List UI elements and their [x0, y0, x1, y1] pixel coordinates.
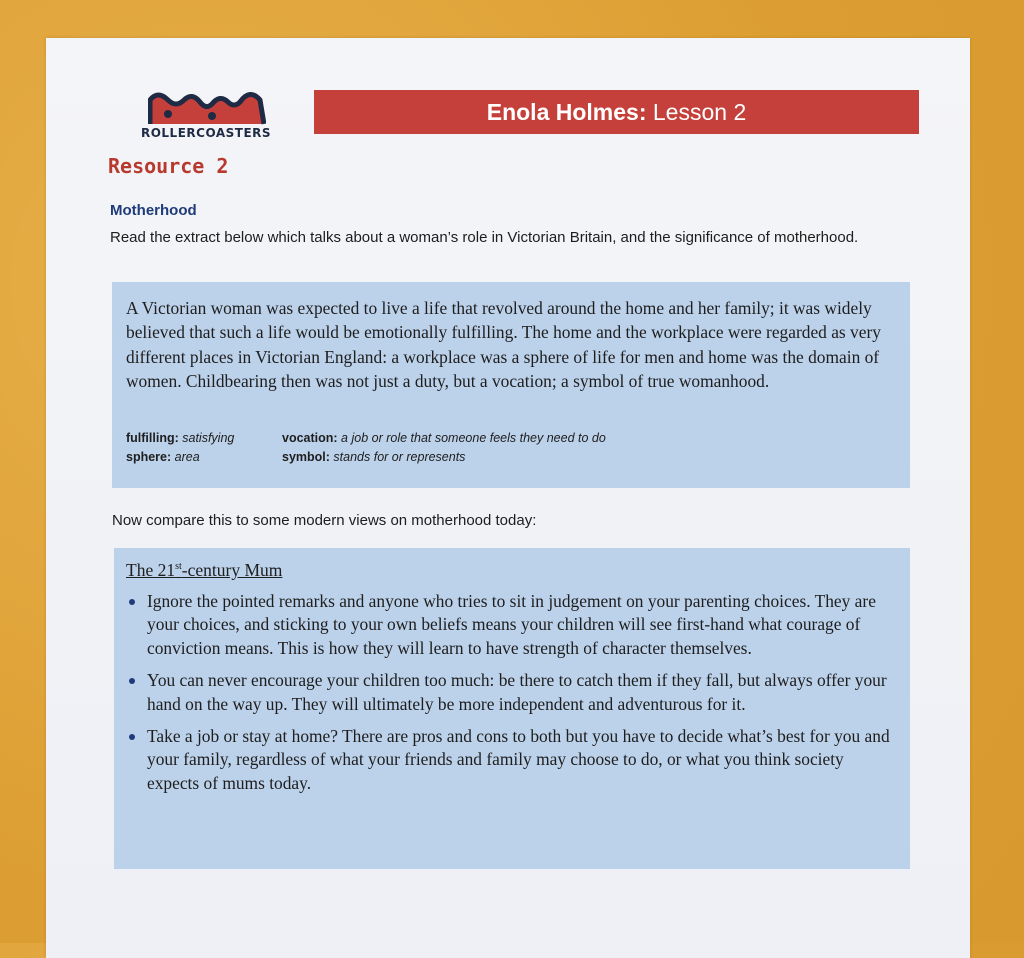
worksheet-page: [46, 38, 970, 958]
bullet-icon: [129, 678, 135, 684]
extract-text: A Victorian woman was expected to live a life that revolved around the home and her family; it was widely believed that such a life would be emotionally fulfilling. The home and the workplace were regarded as very different places in Victorian England: a workplace was a sphere of life for men and home was the domain of women. Childbearing then was not just a duty, but a vocation; a symbol of true womanhood.: [126, 298, 881, 392]
glossary-item: vocation: a job or role that someone feels they need to do: [282, 431, 606, 445]
glossary: [126, 431, 866, 464]
glossary-item: sphere: area: [126, 450, 200, 464]
victorian-extract-box: [112, 282, 910, 488]
glossary-item: fulfilling: satisfying: [126, 431, 235, 445]
bullet-icon: [129, 599, 135, 605]
list-item: Take a job or stay at home? There are pros and cons to both but you have to decide what’s best for you and your family, regardless of what your friends and family may choose to do, or what you think society expects of mums today.: [126, 725, 896, 795]
logo-wordmark: ROLLERCOASTERS: [140, 126, 272, 140]
modern-views-title: The 21st-century Mum: [126, 560, 283, 580]
modern-views-box: [114, 548, 910, 869]
list-item: You can never encourage your children too much: be there to catch them if they fall, but always offer your hand on the way up. They will ultimately be more independent and adventurous for it.: [126, 669, 896, 716]
rollercoaster-track-icon: [148, 90, 266, 126]
banner-title-bold: Enola Holmes:: [486, 98, 647, 125]
banner-title-rest: Lesson 2: [646, 98, 747, 125]
modern-views-list: [126, 590, 896, 804]
resource-title: Resource 2: [108, 154, 229, 178]
list-item: Ignore the pointed remarks and anyone who tries to sit in judgement on your parenting choices. They are your choices, and sticking to your own beliefs means your children will see first-hand what courage of conviction means. This is how they will learn to have strength of character themselves.: [126, 590, 896, 660]
intro-text: Read the extract below which talks about a woman’s role in Victorian Britain, and the significance of motherhood.: [110, 229, 859, 246]
bullet-icon: [129, 734, 135, 740]
compare-text: Now compare this to some modern views on motherhood today:: [112, 512, 537, 529]
rollercoasters-logo: [118, 90, 294, 142]
lesson-banner: [314, 90, 919, 134]
section-heading: Motherhood: [110, 202, 197, 219]
glossary-item: symbol: stands for or represents: [282, 450, 466, 464]
